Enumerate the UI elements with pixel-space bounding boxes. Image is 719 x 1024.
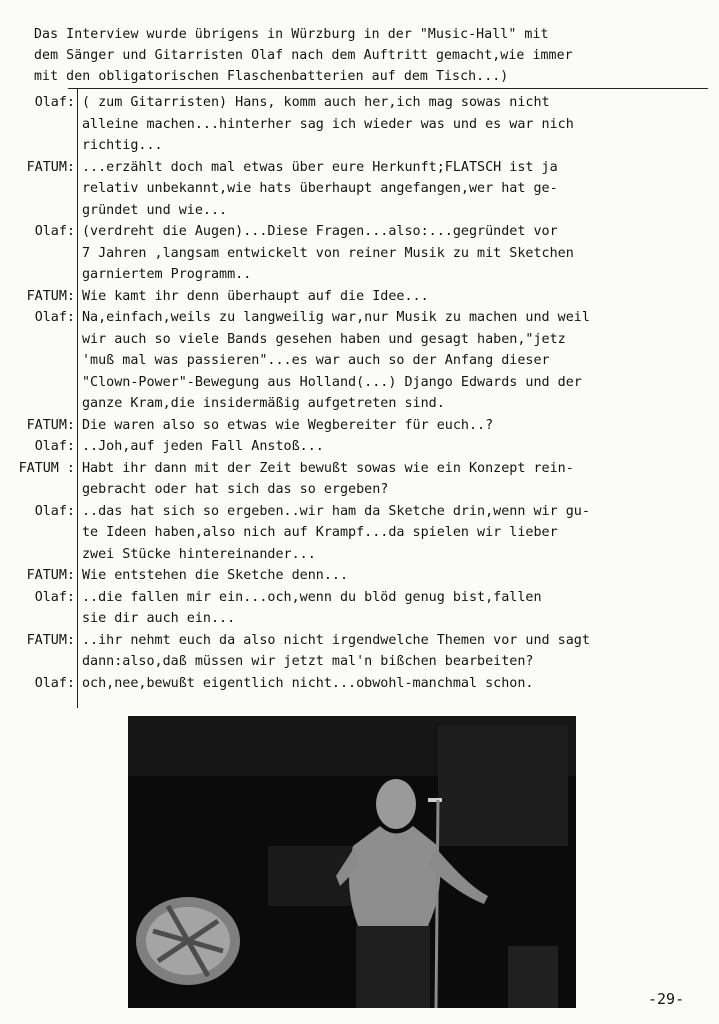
speech-text: ..Joh,auf jeden Fall Anstoß... xyxy=(82,439,324,454)
dialogue-turn xyxy=(0,501,719,566)
dialogue-turn xyxy=(0,436,719,458)
dialogue-turn xyxy=(0,307,719,415)
dialogue-turn xyxy=(0,673,719,695)
speech-text: ( zum Gitarristen) Hans, komm auch her,ich mag sowas nicht alleine machen...hinterher sag ich wieder was und es war nich richtig... xyxy=(82,95,574,153)
dialogue-turn xyxy=(0,286,719,308)
speech-text: Na,einfach,weils zu langweilig war,nur Musik zu machen und weil wir auch so viele Bands gesehen haben und gesagt haben,"jetz 'muß mal was passieren"...es war auch so der Anfang dieser "Clown-Power"-Bewegung aus Holland(...) Django Edwards und der ganze Kram,die insidermäßig aufgetreten sind. xyxy=(82,310,590,411)
singer-on-stage-image xyxy=(128,716,576,1008)
speaker-label: FATUM: xyxy=(26,159,75,175)
speech-text: Die waren also so etwas wie Wegbereiter für euch..? xyxy=(82,417,494,433)
speaker-label: Olaf: xyxy=(34,224,75,239)
speaker-label: Olaf: xyxy=(34,439,75,454)
speech-text: Wie entstehen die Sketche denn... xyxy=(82,568,349,583)
dialogue-turn xyxy=(0,92,719,157)
speaker-label: FATUM: xyxy=(26,288,75,304)
dialogue-turn xyxy=(0,565,719,587)
intro-paragraph: Das Interview wurde übrigens in Würzburg in der "Music-Hall" mit dem Sänger und Gitarristen Olaf nach dem Auftritt gemacht,wie immer mit den obligatorischen Flaschenbatterien auf dem Tisch...) xyxy=(34,27,573,84)
speaker-label: Olaf: xyxy=(34,310,75,325)
speech-text: Habt ihr dann mit der Zeit bewußt sowas wie ein Konzept rein- gebracht oder hat sich das so ergeben? xyxy=(82,460,574,497)
interview-dialogue xyxy=(0,92,719,694)
speech-text: ..das hat sich so ergeben..wir ham da Sketche drin,wenn wir gu- te Ideen haben,also nich auf Krampf...da spielen wir lieber zwei Stücke hintereinander... xyxy=(82,503,590,562)
speech-text: ..die fallen mir ein...och,wenn du blöd genug bist,fallen sie dir auch ein... xyxy=(82,589,542,626)
speech-text: Wie kamt ihr denn überhaupt auf die Idee... xyxy=(82,288,429,304)
dialogue-turn xyxy=(0,221,719,286)
speech-text: ...erzählt doch mal etwas über eure Herkunft;FLATSCH ist ja relativ unbekannt,wie hats überhaupt angefangen,wer hat ge- gründet und wie... xyxy=(82,159,558,218)
speaker-label: FATUM: xyxy=(26,632,75,648)
speaker-label: FATUM: xyxy=(26,417,75,433)
dialogue-turn xyxy=(0,458,719,501)
dialogue-turn xyxy=(0,587,719,630)
speech-text: (verdreht die Augen)...Diese Fragen...also:...gegründet vor 7 Jahren ,langsam entwickelt von reiner Musik zu mit Sketchen garniertem Programm.. xyxy=(82,224,574,282)
speaker-label: FATUM : xyxy=(18,460,75,476)
drum-cymbal xyxy=(136,897,240,985)
concert-photo xyxy=(128,716,576,1008)
dialogue-turn xyxy=(0,415,719,437)
page-number: -29- xyxy=(648,990,685,1008)
speech-text: ..ihr nehmt euch da also nicht irgendwelche Themen vor und sagt dann:also,daß müssen wir jetzt mal'n bißchen bearbeiten? xyxy=(82,632,590,669)
speaker-label: FATUM: xyxy=(26,568,75,583)
dialogue-turn xyxy=(0,157,719,222)
speaker-label: Olaf: xyxy=(34,675,75,691)
speaker-label: Olaf: xyxy=(34,589,75,605)
speaker-label: Olaf: xyxy=(34,503,75,519)
speaker-label: Olaf: xyxy=(34,95,75,110)
horizontal-rule xyxy=(68,88,708,89)
dialogue-turn xyxy=(0,630,719,673)
speech-text: och,nee,bewußt eigentlich nicht...obwohl-manchmal schon. xyxy=(82,675,534,691)
